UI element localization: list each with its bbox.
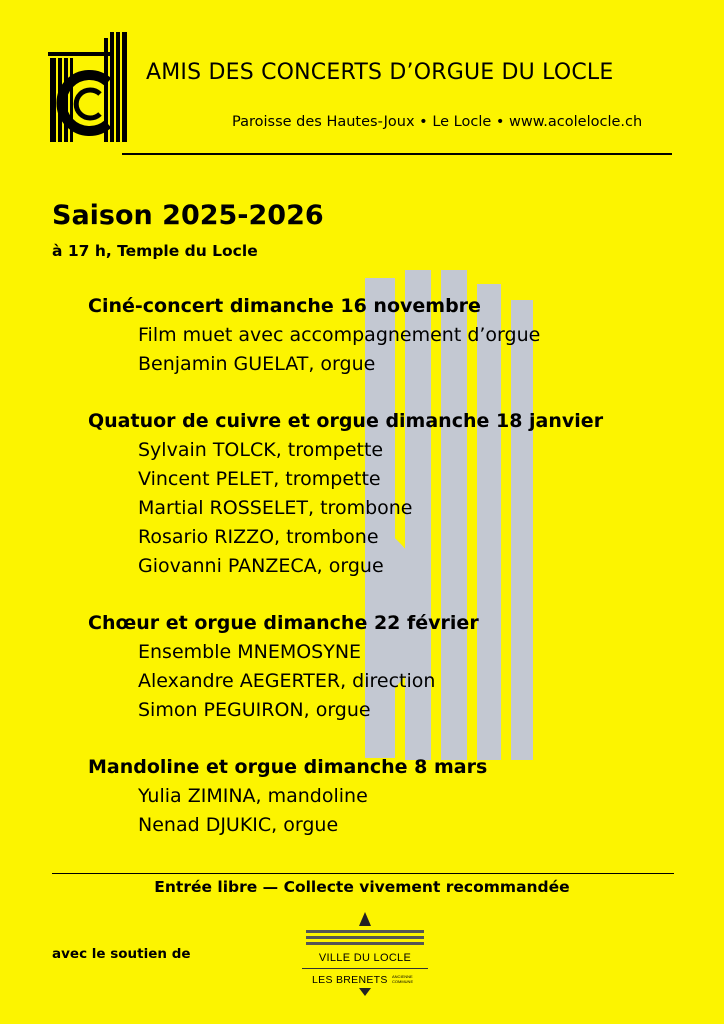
concert-item (88, 292, 708, 379)
sponsor-logo (300, 908, 430, 1000)
sponsor-name-brenets: LES BRENETS (312, 974, 388, 986)
concert-title: Quatuor de cuivre et orgue dimanche 18 janvier (88, 410, 604, 432)
season-title: Saison 2025-2026 (52, 200, 324, 231)
organization-subtitle: Paroisse des Hautes-Joux • Le Locle • www.acolelocle.ch (232, 114, 643, 130)
concert-item (88, 609, 708, 725)
performer: Giovanni PANZECA, orgue (138, 555, 384, 577)
performer: Simon PEGUIRON, orgue (138, 699, 371, 721)
concert-title: Chœur et orgue dimanche 22 février (88, 612, 479, 634)
header-divider (122, 153, 672, 155)
concert-title: Mandoline et orgue dimanche 8 mars (88, 756, 488, 778)
concert-list (88, 292, 708, 868)
season-subtitle: à 17 h, Temple du Locle (52, 242, 258, 260)
support-label: avec le soutien de (52, 946, 191, 962)
footer-divider (52, 873, 674, 874)
sponsor-name-locle: VILLE DU LOCLE (318, 952, 412, 964)
concert-item (88, 407, 708, 581)
performer: Alexandre AEGERTER, direction (138, 670, 436, 692)
concert-item (88, 753, 708, 840)
concert-title: Ciné-concert dimanche 16 novembre (88, 295, 481, 317)
organization-title: AMIS DES CONCERTS D’ORGUE DU LOCLE (146, 60, 614, 85)
performer: Film muet avec accompagnement d’orgue (138, 324, 541, 346)
performer: Ensemble MNEMOSYNE (138, 641, 362, 663)
organ-logo-icon (48, 32, 128, 144)
performer: Vincent PELET, trompette (138, 468, 381, 490)
performer: Martial ROSSELET, trombone (138, 497, 413, 519)
performer: Benjamin GUELAT, orgue (138, 353, 376, 375)
performer: Rosario RIZZO, trombone (138, 526, 379, 548)
performer: Nenad DJUKIC, orgue (138, 814, 339, 836)
entry-notice: Entrée libre — Collecte vivement recommandée (154, 878, 570, 896)
performer: Sylvain TOLCK, trompette (138, 439, 384, 461)
sponsor-name-note: ANCIENNE COMMUNE (392, 974, 414, 984)
performer: Yulia ZIMINA, mandoline (138, 785, 368, 807)
